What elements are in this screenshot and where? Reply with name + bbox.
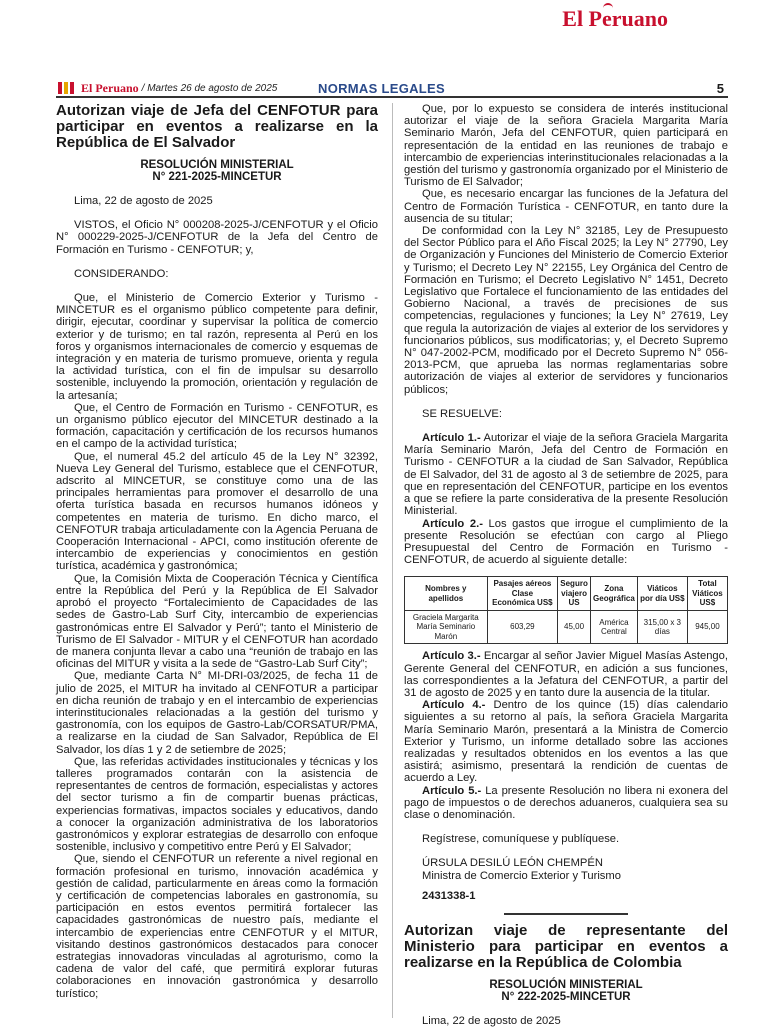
running-header bbox=[56, 80, 728, 98]
considerando-paragraph: Que, es necesario encargar las funciones de la Jefatura del Centro de Formación Turística - CENFOTUR, en tanto dure la ausencia de su titular; bbox=[404, 188, 728, 225]
left-column bbox=[56, 103, 378, 1000]
article-1: Artículo 1.- Autorizar el viaje de la señora Graciela Margarita María Seminario Marón, Jefa del Centro de Formación en Turismo - CENFOTUR a la ciudad de San Salvador, República de El Salvador, del 31 de agosto al 3 de setiembre de 2025, para que en representación del CENFOTUR, participe en los eventos a que se refiere la parte considerativa de la presente Resolución Ministerial. bbox=[404, 432, 728, 518]
vistos-paragraph: VISTOS, el Oficio N° 000208-2025-J/CENFOTUR y el Oficio N° 000229-2025-J/CENFOTUR de la Jefa del Centro de Formación en Turismo - CENFOTUR; y, bbox=[56, 219, 378, 256]
considerando-paragraph: Que, el numeral 45.2 del artículo 45 de la Ley N° 32392, Nueva Ley General del Turismo, establece que el CENFOTUR, adscrito al MINCETUR, se constituye como una de las principales herramientas para promover el desarrollo de una oferta turística basada en recursos humanos idóneos y competentes en materia de turismo. En dicho marco, el CENFOTUR trabaja articuladamente con la Agencia Peruana de Cooperación Internacional - APCI, como institución oferente de intercambio de experiencias y conocimientos en gestión turística, académica y gastronómica; bbox=[56, 450, 378, 573]
paper-name: El Peruano bbox=[81, 80, 139, 95]
table-header: Total Viáticos US$ bbox=[687, 577, 727, 611]
doc2-title: Autorizan viaje de representante del Ministerio para participar en eventos a realizarse en la República de Colombia bbox=[404, 921, 728, 971]
document-id: 2431338-1 bbox=[422, 889, 476, 902]
section-title: NORMAS LEGALES bbox=[318, 80, 445, 96]
considerando-paragraph: Que, siendo el CENFOTUR un referente a nivel regional en formación profesional en turismo, innovación académica y gestión de calidad, particularmente en áreas como la formación y certificación de competencias laborales en gastronomía, su participación en estos eventos permitirá fortalecer las capacidades gastronómicas de nuestro país, mediante el intercambio de experiencias entre CENFOTUR y el MITUR, visitando destinos gastronómicos destacados para conocer estrategias innovadoras vinculadas al agroturismo, como la cadena de valor del café, que permitirá explorar futuras colaboraciones en innovación gastronómica y desarrollo turístico; bbox=[56, 853, 378, 1000]
considerando-paragraph: Que, mediante Carta N° MI-DRI-03/2025, de fecha 11 de julio de 2025, el MITUR ha invitado al CENFOTUR a participar en dicha reunión de trabajo y en el intercambio de experiencias interinstitucionales relacionadas a la gestión del turismo y gastronomía, con los equipos de Gastro-Lab/CORSATUR/PMA, a realizarse en la ciudad de San Salvador, República de El Salvador, los días 1 y 2 de setiembre de 2025; bbox=[56, 670, 378, 756]
doc2-resolution-header: RESOLUCIÓN MINISTERIAL N° 222-2025-MINCETUR bbox=[489, 978, 643, 1003]
considerando-paragraph: Que, la Comisión Mixta de Cooperación Técnica y Científica entre la República del Perú y la República de El Salvador aprobó el proyecto “Fortalecimiento de Capacidades de las sedes de Gastro-Lab Surf City, intercambio de experiencias gastronómicas entre El Salvador y Perú”; tanto el Ministerio de Turismo de El Salvador - MITUR y el CENFOTUR han acordado de manera conjunta llevar a cabo una “reunión de trabajo en las oficinas del MITUR y visita a la sede de “Gastro-Lab Surf City”; bbox=[56, 572, 378, 671]
table-cell: 945,00 bbox=[687, 610, 727, 644]
table-header: Nombres y apellidos bbox=[405, 577, 488, 611]
doc1-place-date: Lima, 22 de agosto de 2025 bbox=[74, 195, 213, 207]
table-header-row bbox=[405, 577, 728, 611]
signer-role: Ministra de Comercio Exterior y Turismo bbox=[422, 869, 621, 882]
article-4: Artículo 4.- Dentro de los quince (15) días calendario siguientes a su retorno al país, la señora Graciela Margarita María Seminario Marón, presentará a la Ministra de Comercio Exterior y Turismo, un informe detallado sobre las acciones realizadas y resultados obtenidos en los eventos a las que asistirá; asimismo, presentará la rendición de cuentas de acuerdo a Ley. bbox=[404, 699, 728, 785]
considerando-paragraph: Que, las referidas actividades institucionales y técnicas y los talleres programados contarán con la asistencia de representantes de centros de formación, especialistas y actores del sector turismo a fin de compartir buenas prácticas, experiencias formativas, impactos sociales y educativos, dando a conocer la organización administrativa de los laboratorios gastronómicos y explorar estrategias de desarrollo con enfoque sostenible, inclusivo y competitivo entre Perú y El Salvador; bbox=[56, 755, 378, 854]
column-divider bbox=[392, 103, 393, 1018]
table-header: Pasajes aéreos Clase Económica US$ bbox=[487, 577, 557, 611]
table-cell: América Central bbox=[591, 610, 638, 644]
expenses-table bbox=[404, 576, 728, 644]
table-cell: 603,29 bbox=[487, 610, 557, 644]
doc2-place-date: Lima, 22 de agosto de 2025 bbox=[422, 1014, 561, 1027]
table-cell: Graciela Margarita María Seminario Marón bbox=[405, 610, 488, 644]
article-5: Artículo 5.- La presente Resolución no libera ni exonera del pago de impuestos o de derechos aduaneros, cualquiera sea su clase o denominación. bbox=[404, 784, 728, 821]
table-header: Viáticos por día US$ bbox=[637, 577, 687, 611]
table-cell: 45,00 bbox=[558, 610, 591, 644]
considerando-paragraph: Que, por lo expuesto se considera de interés institucional autorizar el viaje de la señora Graciela Margarita María Seminario Marón, Jefa del CENFOTUR, quien participará en representación de la entidad en las reuniones de trabajo e intercambio de experiencias interinstitucionales relacionadas a la gestión del turismo y gastronomía organizado por el Ministerio de Turismo de El Salvador; bbox=[404, 103, 728, 189]
considerando-paragraph: Que, el Centro de Formación en Turismo - CENFOTUR, es un organismo público ejecutor del MINCETUR destinado a la formación, capacitación y certificación de los recursos humanos en el campo de la actividad turística; bbox=[56, 401, 378, 451]
masthead-logo: El Peruano bbox=[562, 6, 668, 32]
page-number: 5 bbox=[716, 80, 724, 96]
doc1-title: Autorizan viaje de Jefa del CENFOTUR para participar en eventos a realizarse en la República de El Salvador bbox=[56, 102, 378, 151]
table-header: Zona Geográfica bbox=[591, 577, 638, 611]
peruano-logo-icon bbox=[56, 81, 78, 95]
signer-name: ÚRSULA DESILÚ LEÓN CHEMPÉN bbox=[422, 857, 603, 870]
article-2: Artículo 2.- Los gastos que irrogue el cumplimiento de la presente Resolución se efectúan con cargo al Pliego Presupuestal del Centro de Formación en Turismo - CENFOTUR, de acuerdo al siguiente detalle: bbox=[404, 517, 728, 567]
section-separator bbox=[504, 913, 628, 915]
table-header: Seguro viajero US bbox=[558, 577, 591, 611]
closing-formula: Regístrese, comuníquese y publíquese. bbox=[422, 833, 620, 846]
considerando-heading: CONSIDERANDO: bbox=[74, 267, 169, 280]
considerando-paragraph: Que, el Ministerio de Comercio Exterior y Turismo - MINCETUR es el organismo público competente para definir, dirigir, ejecutar, coordinar y supervisar la política de comercio exterior y de turismo; en tal razón, representa al Perú en los foros y organismos internacionales de comercio y esquemas de integración y en materia de turismo promueve, orienta y regula la actividad turística, con el fin de impulsar su desarrollo sostenible, incluyendo la promoción, orientación y regulación de la artesanía; bbox=[56, 292, 378, 402]
right-column bbox=[404, 103, 728, 1027]
doc1-resolution-header: RESOLUCIÓN MINISTERIAL N° 221-2025-MINCETUR bbox=[140, 159, 294, 183]
table-row bbox=[405, 610, 728, 644]
se-resuelve-heading: SE RESUELVE: bbox=[422, 407, 502, 420]
article-3: Artículo 3.- Encargar al señor Javier Miguel Masías Astengo, Gerente General del CENFOTUR, en adición a sus funciones, las correspondientes a la Jefatura del CENFOTUR, a partir del 31 de agosto de 2025 y en tanto dure la ausencia de la titular. bbox=[404, 650, 728, 699]
issue-date: / Martes 26 de agosto de 2025 bbox=[141, 82, 278, 94]
legal-basis-paragraph: De conformidad con la Ley N° 32185, Ley de Presupuesto del Sector Público para el Año Fiscal 2025; la Ley N° 27790, Ley de Organización y Funciones del Ministerio de Comercio Exterior y Turismo; el Decreto Ley N° 22155, Ley Orgánica del Centro de Formación en Turismo; el Decreto Legislativo N° 1451, Decreto Legislativo que Fortalece el funcionamiento de las entidades del Gobierno Nacional, a través de precisiones de sus competencias, regulaciones y funciones; la Ley N° 27619, Ley que regula la autorización de viajes al exterior de los servidores y funcionarios públicos, sus modificatorias; y, el Decreto Supremo N° 047-2002-PCM, modificado por el Decreto Supremo N° 056-2013-PCM, que aprueba las normas reglamentarias sobre autorización de viajes al exterior de servidores y funcionarios públicos; bbox=[404, 225, 728, 396]
table-cell: 315,00 x 3 días bbox=[637, 610, 687, 644]
sun-icon bbox=[603, 3, 613, 10]
